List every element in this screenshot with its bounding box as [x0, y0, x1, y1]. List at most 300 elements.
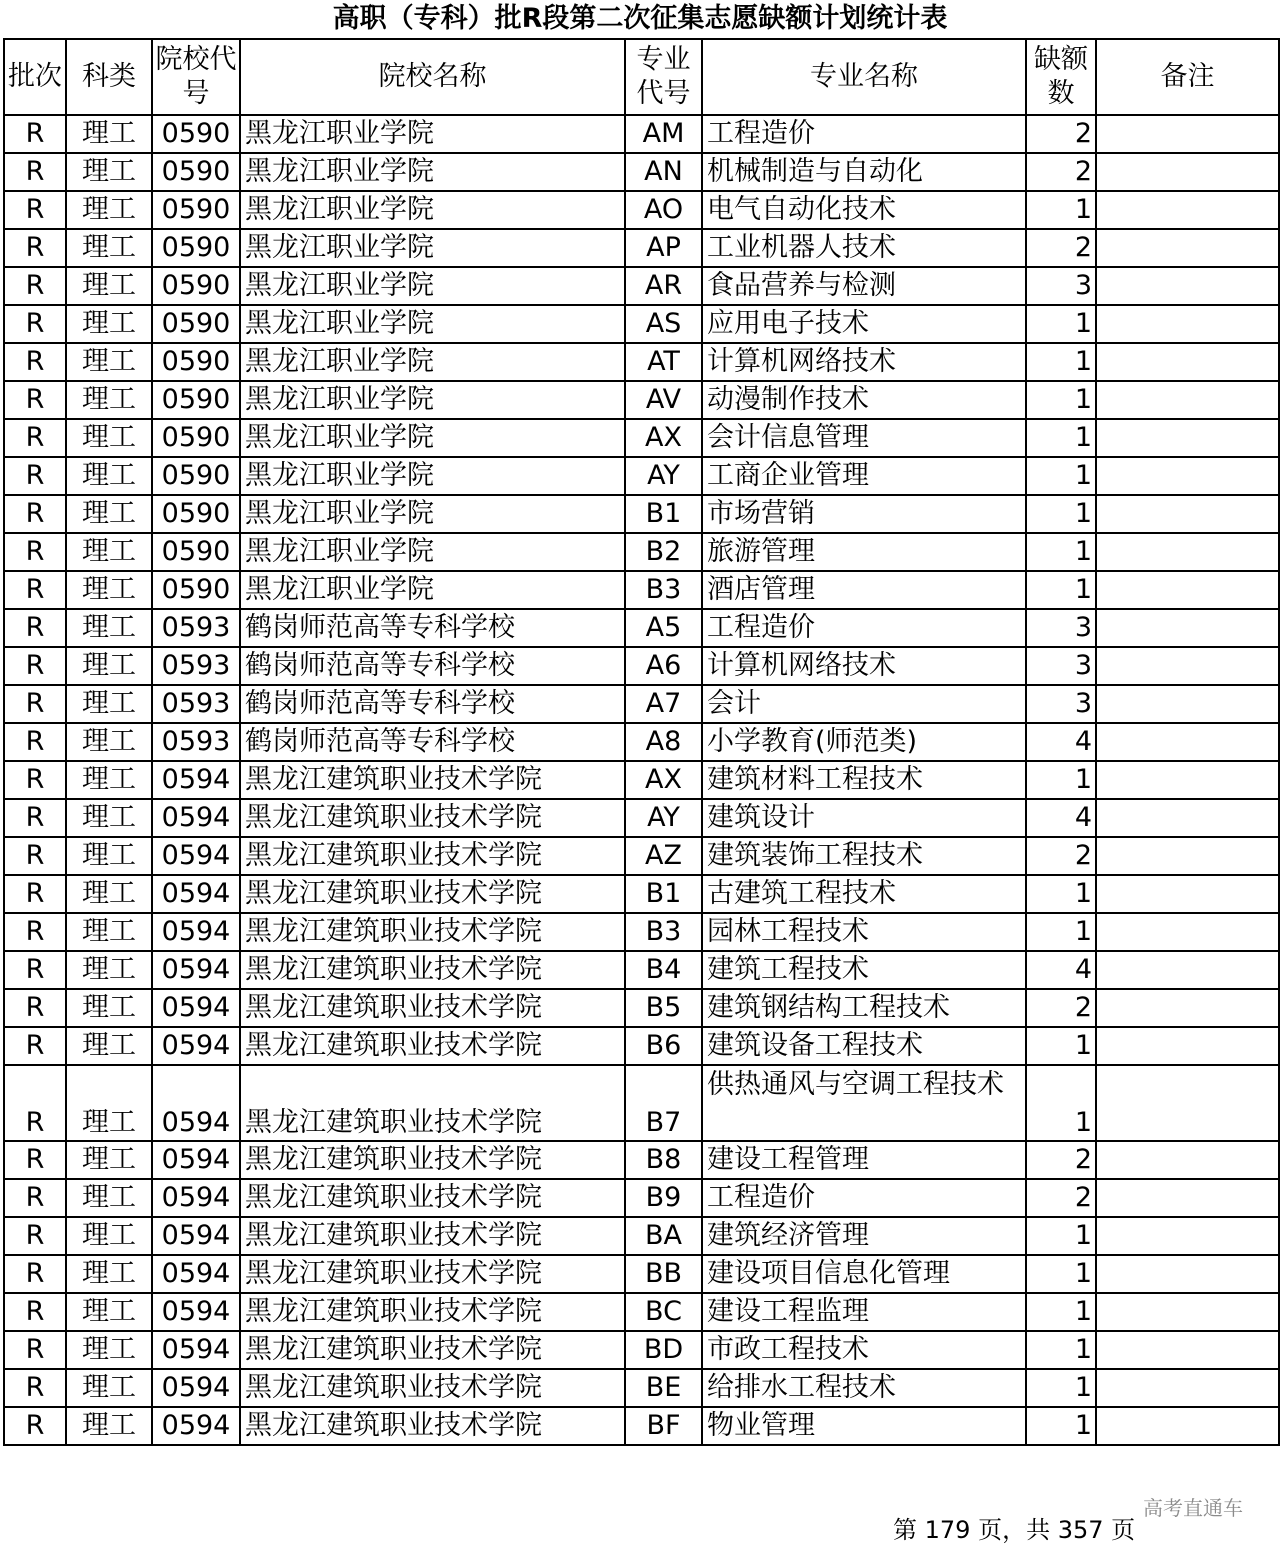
cell-major-name: 旅游管理 — [702, 533, 1026, 571]
cell-major-code: AZ — [625, 837, 702, 875]
cell-major-code: A5 — [625, 609, 702, 647]
cell-school-name: 黑龙江建筑职业技术学院 — [240, 1407, 625, 1445]
cell-major-name: 建筑工程技术 — [702, 951, 1026, 989]
cell-major-code: B5 — [625, 989, 702, 1027]
cell-major-code: AX — [625, 419, 702, 457]
cell-category: 理工 — [66, 115, 152, 153]
cell-note — [1096, 951, 1279, 989]
cell-school-code: 0593 — [152, 609, 240, 647]
cell-note — [1096, 609, 1279, 647]
cell-category: 理工 — [66, 267, 152, 305]
cell-vacancy: 2 — [1026, 1141, 1096, 1179]
cell-school-name: 黑龙江建筑职业技术学院 — [240, 1027, 625, 1065]
cell-batch: R — [4, 1293, 66, 1331]
cell-category: 理工 — [66, 799, 152, 837]
cell-major-name: 供热通风与空调工程技术 — [702, 1065, 1026, 1141]
cell-school-code: 0590 — [152, 381, 240, 419]
cell-major-code: B9 — [625, 1179, 702, 1217]
cell-major-code: A8 — [625, 723, 702, 761]
cell-vacancy: 1 — [1026, 1217, 1096, 1255]
header-note: 备注 — [1096, 39, 1279, 115]
table-header-row — [4, 39, 1279, 115]
cell-vacancy: 1 — [1026, 1065, 1096, 1141]
cell-note — [1096, 799, 1279, 837]
cell-batch: R — [4, 381, 66, 419]
cell-major-code: B8 — [625, 1141, 702, 1179]
table-row — [4, 837, 1279, 875]
cell-school-name: 黑龙江建筑职业技术学院 — [240, 1255, 625, 1293]
table-row — [4, 799, 1279, 837]
cell-school-code: 0594 — [152, 1141, 240, 1179]
cell-major-name: 市政工程技术 — [702, 1331, 1026, 1369]
cell-note — [1096, 1407, 1279, 1445]
cell-batch: R — [4, 761, 66, 799]
cell-note — [1096, 647, 1279, 685]
cell-note — [1096, 305, 1279, 343]
cell-major-name: 应用电子技术 — [702, 305, 1026, 343]
table-row — [4, 267, 1279, 305]
cell-school-code: 0590 — [152, 571, 240, 609]
cell-category: 理工 — [66, 571, 152, 609]
cell-note — [1096, 115, 1279, 153]
cell-school-name: 黑龙江职业学院 — [240, 343, 625, 381]
cell-school-code: 0590 — [152, 115, 240, 153]
cell-major-name: 酒店管理 — [702, 571, 1026, 609]
cell-batch: R — [4, 989, 66, 1027]
cell-batch: R — [4, 837, 66, 875]
table-row — [4, 609, 1279, 647]
cell-school-name: 黑龙江建筑职业技术学院 — [240, 1217, 625, 1255]
cell-note — [1096, 1255, 1279, 1293]
cell-category: 理工 — [66, 495, 152, 533]
cell-vacancy: 1 — [1026, 495, 1096, 533]
table-row — [4, 381, 1279, 419]
cell-category: 理工 — [66, 761, 152, 799]
cell-major-name: 建筑材料工程技术 — [702, 761, 1026, 799]
cell-note — [1096, 1331, 1279, 1369]
cell-school-name: 黑龙江职业学院 — [240, 457, 625, 495]
cell-school-name: 黑龙江建筑职业技术学院 — [240, 1065, 625, 1141]
cell-note — [1096, 495, 1279, 533]
cell-school-code: 0594 — [152, 1217, 240, 1255]
cell-school-name: 鹤岗师范高等专科学校 — [240, 723, 625, 761]
cell-vacancy: 3 — [1026, 609, 1096, 647]
cell-school-code: 0590 — [152, 533, 240, 571]
cell-vacancy: 1 — [1026, 381, 1096, 419]
cell-major-name: 给排水工程技术 — [702, 1369, 1026, 1407]
cell-school-code: 0590 — [152, 305, 240, 343]
table-row — [4, 875, 1279, 913]
cell-school-code: 0594 — [152, 1293, 240, 1331]
cell-vacancy: 1 — [1026, 419, 1096, 457]
cell-note — [1096, 381, 1279, 419]
cell-vacancy: 1 — [1026, 913, 1096, 951]
cell-school-code: 0593 — [152, 647, 240, 685]
cell-school-code: 0594 — [152, 1331, 240, 1369]
cell-major-code: A7 — [625, 685, 702, 723]
cell-category: 理工 — [66, 533, 152, 571]
cell-school-name: 黑龙江建筑职业技术学院 — [240, 1179, 625, 1217]
cell-major-code: B4 — [625, 951, 702, 989]
cell-school-code: 0594 — [152, 1179, 240, 1217]
cell-batch: R — [4, 305, 66, 343]
table-row — [4, 685, 1279, 723]
cell-note — [1096, 1179, 1279, 1217]
cell-school-name: 黑龙江职业学院 — [240, 571, 625, 609]
cell-batch: R — [4, 533, 66, 571]
cell-batch: R — [4, 1179, 66, 1217]
table-row — [4, 305, 1279, 343]
table-row — [4, 571, 1279, 609]
header-major-name: 专业名称 — [702, 39, 1026, 115]
cell-category: 理工 — [66, 1331, 152, 1369]
cell-school-code: 0593 — [152, 723, 240, 761]
page-number: 第 179 页，共 357 页 — [893, 1516, 1136, 1544]
cell-batch: R — [4, 419, 66, 457]
cell-school-name: 黑龙江职业学院 — [240, 305, 625, 343]
watermark-text: 高考直通车 — [1143, 1496, 1243, 1520]
cell-note — [1096, 685, 1279, 723]
cell-school-name: 黑龙江建筑职业技术学院 — [240, 875, 625, 913]
cell-category: 理工 — [66, 457, 152, 495]
cell-batch: R — [4, 951, 66, 989]
cell-batch: R — [4, 191, 66, 229]
table-row — [4, 1065, 1279, 1141]
header-category: 科类 — [66, 39, 152, 115]
cell-major-name: 工程造价 — [702, 1179, 1026, 1217]
cell-school-code: 0594 — [152, 799, 240, 837]
cell-major-code: B1 — [625, 875, 702, 913]
cell-vacancy: 1 — [1026, 343, 1096, 381]
cell-major-name: 工商企业管理 — [702, 457, 1026, 495]
cell-major-code: BA — [625, 1217, 702, 1255]
table-row — [4, 1217, 1279, 1255]
cell-major-code: BD — [625, 1331, 702, 1369]
cell-batch: R — [4, 571, 66, 609]
cell-school-name: 黑龙江建筑职业技术学院 — [240, 761, 625, 799]
table-row — [4, 343, 1279, 381]
cell-category: 理工 — [66, 305, 152, 343]
cell-major-name: 建筑经济管理 — [702, 1217, 1026, 1255]
cell-note — [1096, 343, 1279, 381]
cell-vacancy: 2 — [1026, 153, 1096, 191]
cell-school-code: 0594 — [152, 1369, 240, 1407]
cell-school-code: 0594 — [152, 837, 240, 875]
cell-school-name: 鹤岗师范高等专科学校 — [240, 685, 625, 723]
cell-major-code: B3 — [625, 571, 702, 609]
cell-category: 理工 — [66, 1179, 152, 1217]
cell-school-name: 黑龙江职业学院 — [240, 153, 625, 191]
cell-category: 理工 — [66, 1407, 152, 1445]
cell-batch: R — [4, 1027, 66, 1065]
cell-major-name: 古建筑工程技术 — [702, 875, 1026, 913]
cell-note — [1096, 875, 1279, 913]
cell-major-name: 建筑设备工程技术 — [702, 1027, 1026, 1065]
cell-vacancy: 1 — [1026, 1331, 1096, 1369]
header-vacancy: 缺额数 — [1026, 39, 1096, 115]
cell-school-code: 0594 — [152, 951, 240, 989]
cell-category: 理工 — [66, 989, 152, 1027]
cell-major-code: AN — [625, 153, 702, 191]
cell-school-name: 黑龙江建筑职业技术学院 — [240, 1141, 625, 1179]
cell-vacancy: 1 — [1026, 875, 1096, 913]
table-row — [4, 153, 1279, 191]
cell-note — [1096, 153, 1279, 191]
cell-major-code: BE — [625, 1369, 702, 1407]
cell-major-name: 市场营销 — [702, 495, 1026, 533]
cell-school-name: 黑龙江职业学院 — [240, 381, 625, 419]
cell-batch: R — [4, 495, 66, 533]
cell-major-name: 建筑装饰工程技术 — [702, 837, 1026, 875]
cell-vacancy: 1 — [1026, 1369, 1096, 1407]
cell-major-code: AT — [625, 343, 702, 381]
cell-school-name: 黑龙江职业学院 — [240, 495, 625, 533]
cell-note — [1096, 533, 1279, 571]
cell-category: 理工 — [66, 1027, 152, 1065]
cell-vacancy: 4 — [1026, 723, 1096, 761]
cell-school-code: 0594 — [152, 1407, 240, 1445]
cell-batch: R — [4, 115, 66, 153]
cell-vacancy: 1 — [1026, 1293, 1096, 1331]
cell-batch: R — [4, 647, 66, 685]
cell-school-code: 0593 — [152, 685, 240, 723]
vacancy-table — [3, 38, 1280, 1446]
cell-category: 理工 — [66, 913, 152, 951]
cell-major-name: 电气自动化技术 — [702, 191, 1026, 229]
cell-category: 理工 — [66, 229, 152, 267]
cell-category: 理工 — [66, 1255, 152, 1293]
cell-school-name: 鹤岗师范高等专科学校 — [240, 609, 625, 647]
cell-batch: R — [4, 1331, 66, 1369]
table-row — [4, 1179, 1279, 1217]
cell-school-name: 黑龙江建筑职业技术学院 — [240, 951, 625, 989]
cell-major-code: B3 — [625, 913, 702, 951]
cell-vacancy: 1 — [1026, 1255, 1096, 1293]
table-row — [4, 191, 1279, 229]
cell-school-name: 黑龙江建筑职业技术学院 — [240, 1331, 625, 1369]
cell-school-code: 0590 — [152, 343, 240, 381]
table-row — [4, 1331, 1279, 1369]
cell-batch: R — [4, 913, 66, 951]
cell-batch: R — [4, 153, 66, 191]
cell-major-code: AV — [625, 381, 702, 419]
cell-school-code: 0590 — [152, 457, 240, 495]
cell-note — [1096, 1217, 1279, 1255]
table-row — [4, 115, 1279, 153]
cell-major-code: AY — [625, 799, 702, 837]
cell-school-code: 0594 — [152, 913, 240, 951]
cell-category: 理工 — [66, 609, 152, 647]
cell-batch: R — [4, 1255, 66, 1293]
cell-note — [1096, 1065, 1279, 1141]
cell-category: 理工 — [66, 1369, 152, 1407]
cell-vacancy: 4 — [1026, 799, 1096, 837]
cell-batch: R — [4, 1065, 66, 1141]
cell-category: 理工 — [66, 191, 152, 229]
cell-school-name: 黑龙江建筑职业技术学院 — [240, 989, 625, 1027]
cell-note — [1096, 191, 1279, 229]
cell-school-name: 黑龙江职业学院 — [240, 267, 625, 305]
cell-batch: R — [4, 1217, 66, 1255]
cell-school-name: 黑龙江职业学院 — [240, 419, 625, 457]
cell-school-name: 鹤岗师范高等专科学校 — [240, 647, 625, 685]
cell-category: 理工 — [66, 951, 152, 989]
cell-major-code: AM — [625, 115, 702, 153]
cell-batch: R — [4, 1369, 66, 1407]
cell-vacancy: 3 — [1026, 685, 1096, 723]
cell-note — [1096, 571, 1279, 609]
cell-vacancy: 1 — [1026, 761, 1096, 799]
cell-major-name: 工程造价 — [702, 115, 1026, 153]
cell-major-code: A6 — [625, 647, 702, 685]
cell-category: 理工 — [66, 1293, 152, 1331]
cell-major-name: 物业管理 — [702, 1407, 1026, 1445]
cell-school-code: 0590 — [152, 153, 240, 191]
cell-school-code: 0590 — [152, 495, 240, 533]
cell-school-code: 0594 — [152, 761, 240, 799]
cell-vacancy: 1 — [1026, 1407, 1096, 1445]
cell-vacancy: 2 — [1026, 837, 1096, 875]
header-school-code: 院校代号 — [152, 39, 240, 115]
table-row — [4, 723, 1279, 761]
cell-major-name: 建设项目信息化管理 — [702, 1255, 1026, 1293]
cell-batch: R — [4, 457, 66, 495]
cell-vacancy: 3 — [1026, 267, 1096, 305]
cell-school-code: 0594 — [152, 1027, 240, 1065]
cell-school-code: 0590 — [152, 419, 240, 457]
cell-note — [1096, 1369, 1279, 1407]
cell-major-name: 园林工程技术 — [702, 913, 1026, 951]
cell-school-name: 黑龙江职业学院 — [240, 229, 625, 267]
table-row — [4, 495, 1279, 533]
cell-category: 理工 — [66, 837, 152, 875]
table-row — [4, 533, 1279, 571]
cell-major-code: BF — [625, 1407, 702, 1445]
cell-major-name: 会计 — [702, 685, 1026, 723]
cell-major-name: 会计信息管理 — [702, 419, 1026, 457]
table-row — [4, 647, 1279, 685]
cell-school-code: 0594 — [152, 875, 240, 913]
table-row — [4, 1407, 1279, 1445]
cell-batch: R — [4, 267, 66, 305]
table-row — [4, 419, 1279, 457]
cell-school-name: 黑龙江建筑职业技术学院 — [240, 799, 625, 837]
cell-batch: R — [4, 343, 66, 381]
cell-batch: R — [4, 1141, 66, 1179]
cell-major-name: 动漫制作技术 — [702, 381, 1026, 419]
cell-batch: R — [4, 685, 66, 723]
cell-major-name: 建设工程管理 — [702, 1141, 1026, 1179]
cell-note — [1096, 837, 1279, 875]
cell-category: 理工 — [66, 685, 152, 723]
cell-major-code: B6 — [625, 1027, 702, 1065]
cell-school-name: 黑龙江职业学院 — [240, 191, 625, 229]
cell-note — [1096, 913, 1279, 951]
table-row — [4, 1027, 1279, 1065]
cell-school-code: 0590 — [152, 267, 240, 305]
cell-vacancy: 2 — [1026, 229, 1096, 267]
cell-category: 理工 — [66, 647, 152, 685]
cell-major-code: BC — [625, 1293, 702, 1331]
cell-note — [1096, 1141, 1279, 1179]
table-row — [4, 1141, 1279, 1179]
cell-category: 理工 — [66, 381, 152, 419]
header-batch: 批次 — [4, 39, 66, 115]
cell-major-name: 工业机器人技术 — [702, 229, 1026, 267]
cell-category: 理工 — [66, 1065, 152, 1141]
cell-major-code: AR — [625, 267, 702, 305]
cell-major-name: 计算机网络技术 — [702, 343, 1026, 381]
cell-major-code: B1 — [625, 495, 702, 533]
cell-category: 理工 — [66, 419, 152, 457]
cell-batch: R — [4, 609, 66, 647]
cell-category: 理工 — [66, 153, 152, 191]
cell-school-code: 0590 — [152, 229, 240, 267]
cell-note — [1096, 419, 1279, 457]
cell-note — [1096, 267, 1279, 305]
cell-major-name: 小学教育(师范类) — [702, 723, 1026, 761]
cell-category: 理工 — [66, 723, 152, 761]
cell-note — [1096, 723, 1279, 761]
cell-major-code: B2 — [625, 533, 702, 571]
table-row — [4, 1293, 1279, 1331]
cell-major-code: AY — [625, 457, 702, 495]
cell-vacancy: 1 — [1026, 533, 1096, 571]
cell-major-name: 建筑设计 — [702, 799, 1026, 837]
cell-note — [1096, 1027, 1279, 1065]
cell-major-code: AS — [625, 305, 702, 343]
cell-school-name: 黑龙江职业学院 — [240, 533, 625, 571]
cell-school-name: 黑龙江建筑职业技术学院 — [240, 1369, 625, 1407]
cell-school-code: 0594 — [152, 989, 240, 1027]
cell-vacancy: 2 — [1026, 989, 1096, 1027]
cell-note — [1096, 989, 1279, 1027]
table-row — [4, 989, 1279, 1027]
cell-school-name: 黑龙江建筑职业技术学院 — [240, 837, 625, 875]
cell-major-code: AO — [625, 191, 702, 229]
table-row — [4, 457, 1279, 495]
cell-vacancy: 2 — [1026, 1179, 1096, 1217]
cell-major-code: AX — [625, 761, 702, 799]
page-title: 高职（专科）批R段第二次征集志愿缺额计划统计表 — [332, 3, 948, 34]
cell-major-name: 工程造价 — [702, 609, 1026, 647]
cell-note — [1096, 229, 1279, 267]
cell-batch: R — [4, 229, 66, 267]
cell-batch: R — [4, 799, 66, 837]
cell-vacancy: 2 — [1026, 115, 1096, 153]
table-row — [4, 1369, 1279, 1407]
cell-major-name: 建设工程监理 — [702, 1293, 1026, 1331]
table-row — [4, 761, 1279, 799]
cell-major-code: BB — [625, 1255, 702, 1293]
cell-vacancy: 3 — [1026, 647, 1096, 685]
cell-school-code: 0590 — [152, 191, 240, 229]
header-major-code: 专业代号 — [625, 39, 702, 115]
cell-major-code: AP — [625, 229, 702, 267]
cell-major-name: 建筑钢结构工程技术 — [702, 989, 1026, 1027]
cell-vacancy: 1 — [1026, 1027, 1096, 1065]
cell-category: 理工 — [66, 343, 152, 381]
table-row — [4, 913, 1279, 951]
cell-vacancy: 1 — [1026, 571, 1096, 609]
cell-school-name: 黑龙江职业学院 — [240, 115, 625, 153]
cell-major-name: 食品营养与检测 — [702, 267, 1026, 305]
cell-batch: R — [4, 1407, 66, 1445]
cell-category: 理工 — [66, 1141, 152, 1179]
cell-major-name: 计算机网络技术 — [702, 647, 1026, 685]
cell-batch: R — [4, 723, 66, 761]
cell-school-code: 0594 — [152, 1255, 240, 1293]
